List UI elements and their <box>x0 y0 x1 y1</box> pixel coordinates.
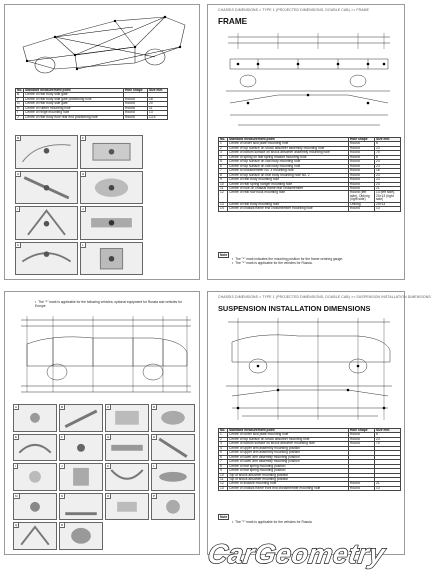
cell: Round <box>349 160 375 164</box>
cell: Centre of chassis frame end crossmember mounting hole <box>228 207 349 211</box>
cell: Top of shock absorber mounting position <box>228 473 349 477</box>
note-item: • The "*" mark is applicable for the vehicles for Russia. <box>232 520 400 524</box>
photo-label: G <box>17 171 20 176</box>
cell: 2 <box>219 437 228 441</box>
photo-label: E <box>15 434 18 439</box>
cell: 4 <box>219 155 228 159</box>
rear-body-diagram <box>15 7 195 83</box>
note-item: • The "*" mark indicates the mounting position for the frame centring gauge. <box>232 257 400 261</box>
photo-label: C <box>107 405 110 409</box>
cell: 23 <box>375 178 401 182</box>
cell: 21 <box>375 186 401 190</box>
cell: 13.5 <box>148 115 168 119</box>
col-header: Size mm <box>148 89 168 93</box>
photo-panel <box>151 404 195 432</box>
photo-panel <box>80 171 143 205</box>
col-header: Size mm <box>375 138 401 142</box>
cell: 23 <box>375 164 401 168</box>
photo-panel <box>59 404 103 432</box>
col-header: Standard measurement point <box>24 89 124 93</box>
page-title: FRAME <box>218 17 248 26</box>
photo-label: J <box>61 464 63 469</box>
cell: 11 <box>219 186 228 190</box>
cell: Centre of under skid plate mounting hole <box>228 142 349 146</box>
cell: J <box>16 115 24 119</box>
front-body-dimension-diagram <box>13 314 195 398</box>
breadcrumb: CHASSIS DIMENSIONS > TYPE 1 (PROJECTED DIMENSIONS, DOUBLE CAB) >> SUSPENSION INSTALLATION DIMENSIONS <box>218 295 431 299</box>
photo-label: K <box>107 464 110 469</box>
cargeometry-watermark-logo <box>190 536 408 572</box>
cell: 8 <box>375 155 401 159</box>
cell: Centre of rear body mounting hole <box>228 202 349 206</box>
cell: Centre of rubber mounting hole <box>24 106 124 110</box>
cell: 6 <box>219 164 228 168</box>
frame-dimension-diagram <box>218 29 400 133</box>
photo-label: B <box>17 136 20 140</box>
photo-panel <box>151 434 195 462</box>
table-row <box>219 191 401 202</box>
cell: Centre of upper arm assembly mounting position <box>228 446 349 450</box>
rear-body-spec-table <box>15 88 168 120</box>
cell: 5 <box>219 160 228 164</box>
photo-label: O <box>107 493 110 498</box>
cell: Centre of upper arm assembly mounting position <box>228 451 349 455</box>
photo-panel <box>105 463 149 491</box>
cell: Round <box>349 486 375 490</box>
cell: 13 <box>219 202 228 206</box>
cell: Centre of rear body mounting hole <box>228 178 349 182</box>
cell: 5 <box>219 451 228 455</box>
manual-page-suspension <box>207 291 431 555</box>
manual-page-rear-body <box>4 4 200 280</box>
cell: 11 <box>148 106 168 110</box>
photo-panel <box>59 493 103 521</box>
cell: Centre of under skid plate mounting hole <box>228 433 349 437</box>
cell: 70 <box>375 151 401 155</box>
cell: 18 <box>148 97 168 101</box>
cell: 7 <box>219 169 228 173</box>
cell: Round <box>349 173 375 177</box>
photo-panel <box>105 404 149 432</box>
cell: Centre of rear body side gate positioning hole <box>24 97 124 101</box>
cell: Centre of rear body floor rear end positioning hole <box>24 115 124 119</box>
cell: Centre of rear body side gate <box>24 93 124 97</box>
note-list <box>232 520 400 524</box>
watermark-text: CarGeometry <box>206 538 387 569</box>
photo-panel <box>15 206 78 240</box>
cell: 10 <box>219 473 228 477</box>
cell: Centre of rear spring hanger mounting hole <box>228 182 349 186</box>
cell: Round (left side), Oblong (right side) <box>349 191 375 202</box>
cell: Round <box>124 102 148 106</box>
cell: Round <box>349 433 375 437</box>
photo-panel <box>151 493 195 521</box>
cell: 9 <box>219 178 228 182</box>
photo-panel <box>15 135 78 169</box>
cell: 10 <box>219 182 228 186</box>
photo-panel <box>105 434 149 462</box>
col-header: No. <box>219 138 228 142</box>
photo-panel <box>13 493 57 521</box>
cell: B <box>16 93 24 97</box>
cell: 13 <box>375 486 401 490</box>
cell: 6 <box>219 455 228 459</box>
cell: Centre of rear tow hook mounting hole <box>228 191 349 202</box>
photo-panel <box>13 522 57 550</box>
cell: G <box>16 102 24 106</box>
page-title: SUSPENSION INSTALLATION DIMENSIONS <box>218 304 371 313</box>
photo-label: H <box>153 434 156 439</box>
cell: 1 <box>219 433 228 437</box>
cell: Centre of chassis frame front end crossmember mounting hole <box>228 486 349 490</box>
photo-label: L <box>82 242 84 247</box>
photo-label: D <box>153 405 156 409</box>
photo-panel <box>151 463 195 491</box>
photo-panel <box>80 135 143 169</box>
cell: Round <box>349 155 375 159</box>
cell: Round <box>349 442 375 446</box>
suspension-dimension-diagram <box>218 316 400 422</box>
col-header: Standard measurement point <box>228 138 349 142</box>
frame-spec-table <box>218 137 401 212</box>
cell: 20 <box>148 102 168 106</box>
cell: Round <box>349 178 375 182</box>
photo-panel <box>15 242 78 276</box>
photo-label: F <box>61 434 63 439</box>
cell: Centre of leaf spring mounting position <box>228 469 349 473</box>
cell: 23 <box>375 173 401 177</box>
photo-panel <box>59 522 103 550</box>
cell: 23 <box>375 146 401 150</box>
cell: 16 <box>375 169 401 173</box>
cell: 23 <box>375 160 401 164</box>
col-header: No. <box>17 88 23 92</box>
cell: 8 <box>375 433 401 437</box>
cell: 70 <box>375 442 401 446</box>
cell: Centre of bottom surface on shock absorber mounting hole <box>228 442 349 446</box>
cell: Centre of shackle mounting hole <box>228 482 349 486</box>
manual-page-frame <box>207 4 405 280</box>
table-row <box>219 486 401 490</box>
col-header: Size mm <box>375 429 401 433</box>
cell: 14 <box>219 207 228 211</box>
cell: 8 <box>375 142 401 146</box>
cell: Round <box>349 146 375 150</box>
photo-label: I <box>15 464 16 469</box>
cell: 3 <box>219 442 228 446</box>
photo-panel <box>15 171 78 205</box>
cell: Centre of top surface on shock absorber assembly mounting hole <box>228 146 349 150</box>
table-row <box>16 115 168 119</box>
cell: Round <box>349 164 375 168</box>
cell: 13 (left side), 20×13 (right side) <box>375 191 401 202</box>
suspension-spec-table <box>218 428 401 491</box>
photo-panel <box>105 493 149 521</box>
photo-label: M <box>15 493 18 498</box>
cell: 13 <box>148 111 168 115</box>
cell: 13 <box>219 486 228 490</box>
cell: Round <box>349 437 375 441</box>
cell: 7 <box>219 460 228 464</box>
photo-label: H <box>82 171 85 176</box>
col-header: Standard measurement point <box>228 429 349 433</box>
cell: 9 <box>219 469 228 473</box>
cell: F <box>16 97 24 101</box>
photo-panel <box>13 463 57 491</box>
cell: Centre of leaf spring mounting position <box>228 464 349 468</box>
cell: Oblong <box>349 202 375 206</box>
manual-page-front-body <box>4 291 200 555</box>
photo-label: P <box>153 493 156 498</box>
cell: Round <box>349 169 375 173</box>
cell: Round <box>124 111 148 115</box>
note-list <box>232 257 400 266</box>
cell: Centre of spring on leaf spring bracket mounting hole <box>228 155 349 159</box>
cell: Centre of hole on chassis frame rear crossmember <box>228 186 349 190</box>
cell: Centre of hinge mounting hole <box>24 111 124 115</box>
col-header: Hole shape <box>349 429 375 433</box>
cell: 23 <box>375 437 401 441</box>
cell: 12 <box>219 191 228 202</box>
cell: 2 <box>219 146 228 150</box>
photo-panel <box>13 434 57 462</box>
photo-panel <box>80 206 143 240</box>
photo-label: N <box>61 493 64 498</box>
photo-label: F <box>82 136 84 140</box>
cell: Round <box>124 115 148 119</box>
cell: Centre of top surface on cab body mounting hole <box>228 164 349 168</box>
cell: Round <box>349 151 375 155</box>
measurement-photo-grid <box>15 135 143 275</box>
cell: Round <box>349 482 375 486</box>
cell: 8 <box>219 173 228 177</box>
photo-label: L <box>153 464 155 469</box>
cell: Centre of top surface on shock absorber mounting hole <box>228 437 349 441</box>
photo-label: K <box>17 242 20 247</box>
cell: Centre of crossmember No. 3 mounting hole <box>228 169 349 173</box>
photo-panel <box>59 463 103 491</box>
cell: Round <box>124 97 148 101</box>
col-header: Hole shape <box>349 138 375 142</box>
photo-label: G <box>107 434 110 439</box>
cell: 20×13 <box>375 202 401 206</box>
breadcrumb: CHASSIS DIMENSIONS > TYPE 1 (PROJECTED DIMENSIONS, DOUBLE CAB) >> FRAME <box>218 8 370 12</box>
cell: Round <box>124 106 148 110</box>
note-label: Note <box>220 515 228 519</box>
cell: Round <box>349 207 375 211</box>
cell: I <box>16 111 24 115</box>
measurement-photo-grid <box>13 404 195 550</box>
photo-label: I <box>17 207 18 211</box>
table-row <box>219 207 401 211</box>
note-item: • The "*" mark is applicable for the following vehicles; optional equipment for Russia and vehicles for Europe <box>35 300 185 309</box>
cell: Top of shock absorber mounting position <box>228 477 349 481</box>
photo-label: R <box>61 523 64 528</box>
photo-label: B <box>61 405 64 409</box>
cell: Centre of lower arm assembly mounting position <box>228 460 349 464</box>
photo-panel <box>59 434 103 462</box>
photo-label: A <box>15 405 18 409</box>
col-header: No. <box>219 429 228 433</box>
cell: H <box>16 106 24 110</box>
cell: 4 <box>219 446 228 450</box>
cell: Centre of top surface on rear body mounting hole No. 2 <box>228 173 349 177</box>
cell: Centre of bottom surface on shock absorber assembly mounting hole <box>228 151 349 155</box>
cell: Centre of top surface on cab body mounting hole <box>228 160 349 164</box>
note-list <box>35 300 185 309</box>
cell: 12 <box>219 482 228 486</box>
photo-panel <box>13 404 57 432</box>
cell: 23 <box>375 182 401 186</box>
note-label: Note <box>220 253 228 257</box>
cell: Round <box>349 182 375 186</box>
cell: 1 <box>219 142 228 146</box>
photo-label: J <box>82 207 84 211</box>
cell: 21 <box>375 482 401 486</box>
cell: Centre of lower arm assembly mounting position <box>228 455 349 459</box>
col-header: Hole shape <box>124 89 148 93</box>
cell: 8 <box>219 464 228 468</box>
cell: 3 <box>219 151 228 155</box>
cell: 13 <box>375 207 401 211</box>
cell: Round <box>349 142 375 146</box>
note-item: • The "*" mark is applicable for the vehicles for Russia. <box>232 261 400 265</box>
photo-panel <box>80 242 143 276</box>
cell: Centre of rear body side gate <box>24 102 124 106</box>
cell: 11 <box>219 477 228 481</box>
photo-label: Q <box>15 523 18 528</box>
cell: Round <box>349 186 375 190</box>
